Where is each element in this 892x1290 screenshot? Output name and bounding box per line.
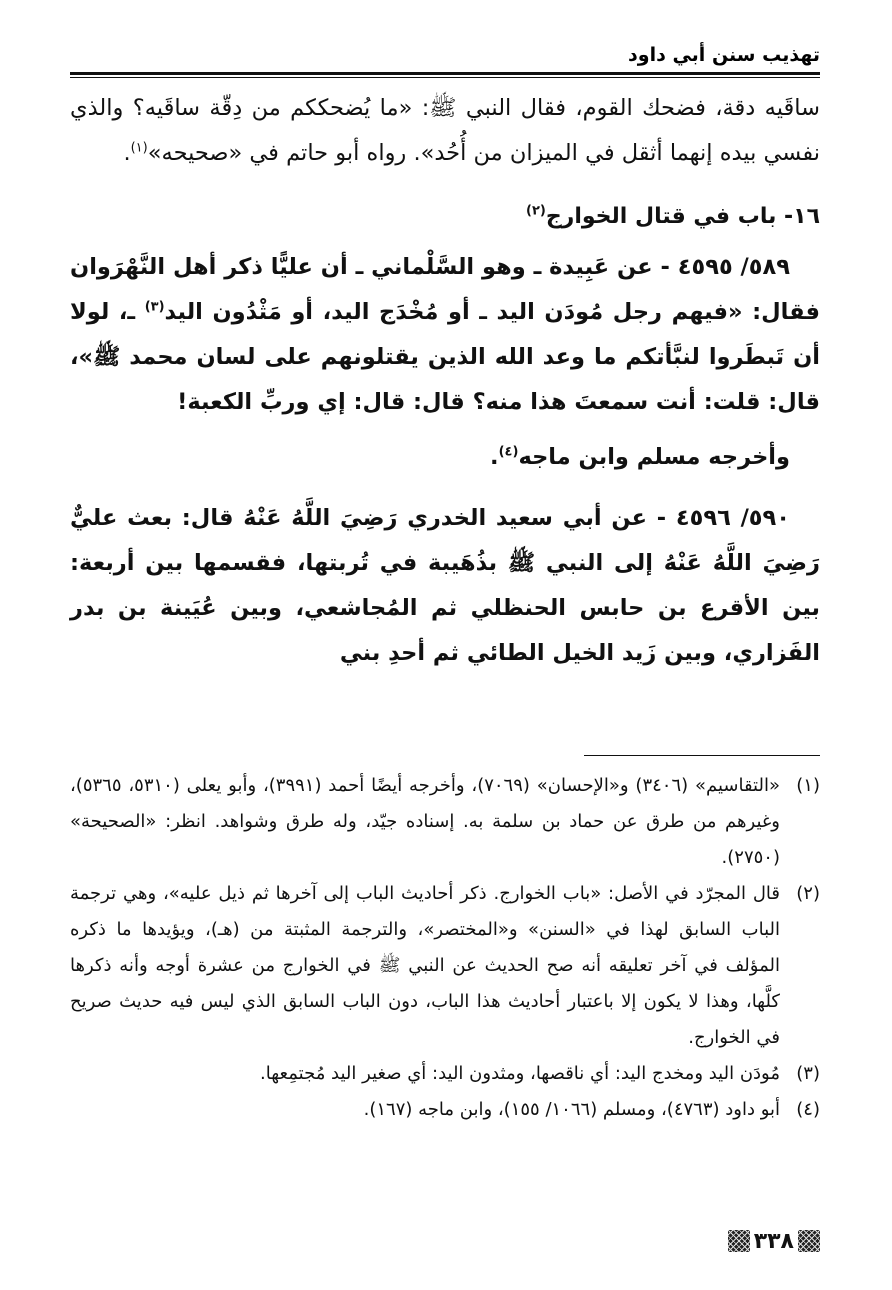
ornament-icon [798,1230,820,1252]
footnote-number: (٤) [796,1099,820,1120]
footnote-text: «التقاسيم» (٣٤٠٦) و«الإحسان» (٧٠٦٩)، وأخرجه أيضًا أحمد (٣٩٩١)، وأبو يعلى (٥٣١٠، ٥٣٦٥)، وغيرهم من طرق عن حماد بن سلمة به. إسناده جيّد، وله طرق وشواهد. انظر: «الصحيحة» (٢٧٥٠). [70,775,780,868]
book-page [70,0,820,1290]
footnote [70,1092,820,1128]
footnote-text: أبو داود (٤٧٦٣)، ومسلم (١٠٦٦/ ١٥٥)، وابن ماجه (١٦٧). [363,1099,780,1120]
footnotes [70,768,820,1128]
takhrij-text: وأخرجه مسلم وابن ماجه [518,444,790,470]
footnote-text: قال المجرّد في الأصل: «باب الخوارج. ذكر أحاديث الباب إلى آخرها ثم ذيل عليه»، وهي ترجمة الباب السابق لهذا في «السنن» و«المختصر»، والترجمة المثبتة من (هـ)، ويؤيدها ما ذكره المؤلف في آخر تعليقه أنه صح الحديث عن النبي ﷺ في الخوارج من عشرة أوجه وأنه ذكرها كلَّها، وهذا لا يكون إلا باعتبار أحاديث هذا الباب، دون الباب السابق الذي ليس فيه حديث صريح في الخوارج. [70,883,780,1048]
footnote-number: (٢) [796,883,820,904]
footnote [70,876,820,1056]
footnote-ref: (١) [130,140,148,156]
hadith-paragraph [70,496,820,676]
paragraph-text: ساقَيه دقة، فضحك القوم، فقال النبي ﷺ: «ما يُضحككم من دِقّة ساقَيه؟ والذي نفسي بيده إنهما أثقل في الميزان من أُحُد». رواه أبو حاتم في «صحيحه» [70,95,820,166]
footnote-ref: (٣) [144,299,165,315]
page-header [70,38,820,78]
hadith-paragraph [70,245,820,425]
main-text [70,86,820,676]
hadith-text-cont: ـ، لولا أن تَبطَروا لنبَّأتكم ما وعد الله الذين يقتلونهم على لسان محمد ﷺ»، قال: قلت: أنت سمعتَ هذا منه؟ قال: قال: إي وربِّ الكعبة! [70,299,820,415]
header-rule-thin [70,77,820,78]
footnote-number: (١) [796,775,820,796]
hadith-text: ٥٩٠/ ٤٥٩٦ - عن أبي سعيد الخدري رَضِيَ اللَّهُ عَنْهُ قال: بعث عليٌّ رَضِيَ اللَّهُ عَنْهُ إلى النبي ﷺ بذُهَيبة في تُربتها، فقسمها بين أربعة: بين الأقرع بن حابس الحنظلي ثم المُجاشعي، وبين عُيَينة بن بدر الفَزاري، وبين زَيد الخيل الطائي ثم أحدِ بني [70,505,820,666]
page-number-block [728,1228,820,1254]
footnote-text: مُودَن اليد ومخدج اليد: أي ناقصها، ومثدون اليد: أي صغير اليد مُجتمِعها. [260,1063,780,1084]
header-rule [70,72,820,75]
page-number: ٣٣٨ [753,1228,794,1254]
footnote [70,1056,820,1092]
ornament-icon [728,1230,750,1252]
takhrij-line [70,435,820,480]
paragraph [70,86,820,176]
footnote-number: (٣) [796,1063,820,1084]
section-heading [70,194,820,239]
section-heading-text: ١٦- باب في قتال الخوارج [545,204,820,229]
paragraph-end: . [123,140,131,166]
running-title: تهذيب سنن أبي داود [628,44,820,66]
footnote [70,768,820,876]
hadith-text: ٥٨٩/ ٤٥٩٥ - عن عَبِيدة ـ وهو السَّلْماني ـ أن عليًّا ذكر أهل النَّهْرَوان فقال: «فيهم رجل مُودَن اليد ـ أو مُخْدَج اليد، أو مَثْدُون اليد [70,254,820,325]
footnote-separator [584,755,820,756]
takhrij-end: . [490,444,499,470]
footnote-ref: (٤) [498,444,519,460]
footnote-ref: (٢) [525,203,546,219]
